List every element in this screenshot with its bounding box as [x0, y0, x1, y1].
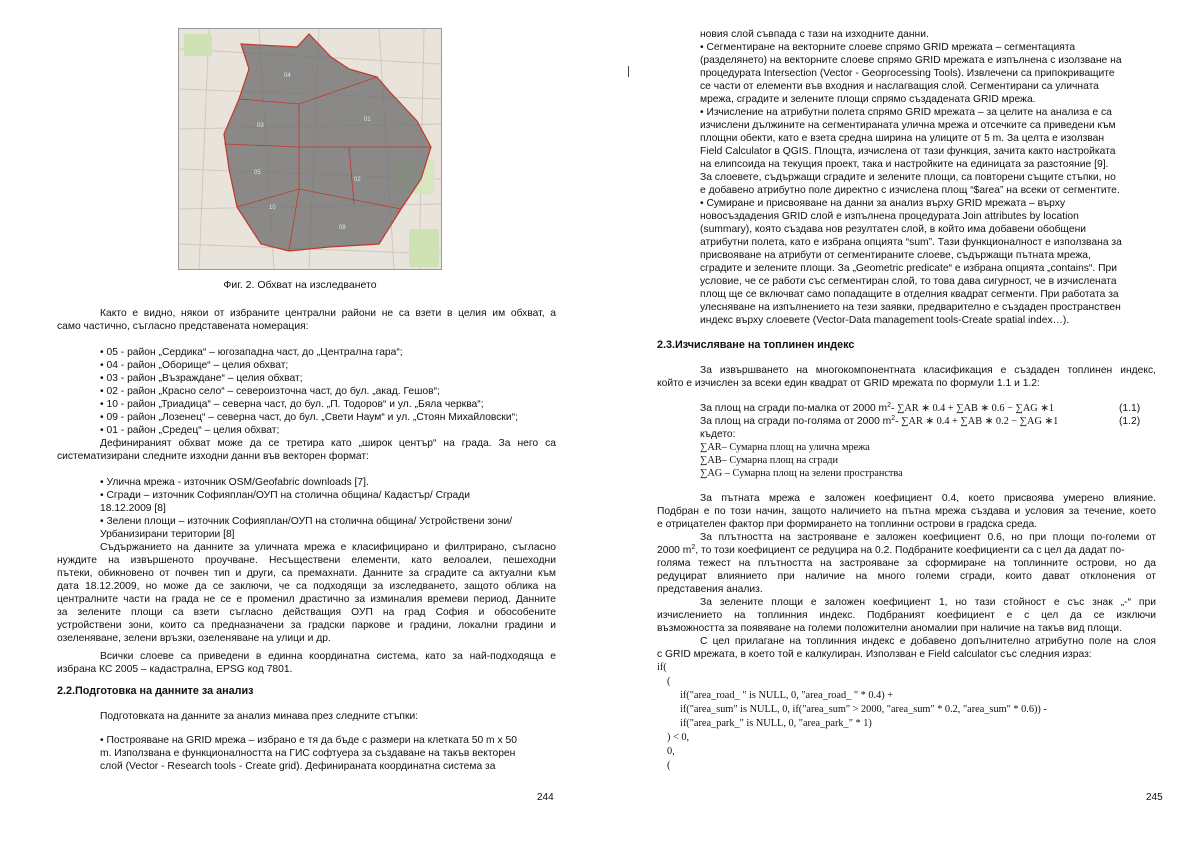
paragraph-line: с GRID мрежата, в което той е калкулиран. Използван е Field calculator със следния израз: — [657, 649, 1092, 660]
paragraph-line: възможността за появяване на големи положителни аномалии при наличие на такъв вид площи. — [657, 623, 1122, 634]
list-item: новосъздадения GRID слой е изпълнена процедурата Join attributes by location — [700, 211, 1079, 222]
list-item: • 05 - район „Сердика“ – югозападна част, до „Централна гара“; — [100, 347, 403, 358]
list-item: изчислени дължините на сегментираната улична мрежа и отсечките са приведени към — [700, 120, 1116, 131]
list-item: слой (Vector - Research tools - Create grid). Дефинираната координатна система за — [100, 761, 496, 772]
list-item: • Изчисление на атрибутни полета спрямо GRID мрежата – за целите на анализа е са — [700, 107, 1112, 118]
formula-number: (1.2) — [1119, 416, 1141, 427]
list-item: • 02 - район „Красно село“ – североизточна част, до бул. „акад. Гешов“; — [100, 386, 440, 397]
paragraph-line: Съдържанието на данните за уличната мрежа е класифицирано и филтрирано, съгласно — [100, 542, 556, 553]
list-item: (разделянето) на векторните слоеве спрямо GRID мрежата е изпълнена с изолзване на — [700, 55, 1122, 66]
paragraph-line: дата 18.12.2009, но може да се заключи, че са подходящи за изследването, защото облика на — [57, 581, 556, 592]
list-item: (summary), която създава нов резултатен слой, в който има добавени обобщени — [700, 224, 1087, 235]
superscript: 2 — [691, 544, 696, 551]
district-label: 04 — [284, 73, 291, 79]
formula-text: За площ на сгради по-голяма от 2000 m — [700, 416, 892, 427]
paragraph-line: устройствени зони, които са предназначени за градски паркове и градини, локални градини и — [57, 620, 556, 631]
legend-line: ∑AR– Сумарна площ на улична мрежа — [700, 442, 870, 453]
district-label: 03 — [257, 123, 264, 129]
formula-1-1 — [700, 402, 1141, 415]
list-item: Field Calculator в QGIS. Площта, изчислена от тази функция, зачита както настройката — [700, 146, 1116, 157]
paragraph-line: голяма тежест на плътността на застрояване за сформиране на топлинните острови, но да — [657, 558, 1156, 569]
list-item: индекс върху слоевете (Vector-Data management tools-Create spatial index…). — [700, 315, 1070, 326]
text-span: 2000 m — [657, 545, 692, 556]
formula-expression: - ∑AR ∗ 0.4 + ∑AB ∗ 0.2 − ∑AG ∗1 — [895, 416, 1059, 427]
district-label: 09 — [339, 225, 346, 231]
paragraph-line: изчислението на топлинния индекс. Подбраният коефициент е с цел да се изключи — [657, 610, 1156, 621]
district-label: 05 — [254, 170, 261, 176]
code-line: if( — [657, 662, 667, 673]
study-area-map — [178, 28, 442, 270]
paragraph-line: само частично, съгласно представената номерация: — [57, 321, 309, 332]
list-item: • 03 - район „Възраждане“ – целия обхват; — [100, 373, 303, 384]
section-heading: 2.3.Изчисляване на топлинен индекс — [657, 339, 855, 351]
list-item: процедурата Intersection (Vector - Geoprocessing Tools). Извлечени са припокриващите — [700, 68, 1115, 79]
list-item: Урбанизирани територии [8] — [100, 529, 235, 540]
where-label: където: — [700, 429, 736, 440]
paragraph-line: За плътността на застрояване е заложен коефициент 0.6, но при площи по-големи от — [700, 532, 1156, 543]
figure-caption: Фиг. 2. Обхват на изследването — [223, 279, 377, 291]
code-line: ( — [667, 676, 671, 687]
list-item: улесняване на изпълнението на тези заявки, предварително е създаден пространствен — [700, 302, 1121, 313]
code-line: if("area_sum" is NULL, 0, if("area_sum" > 2000, "area_sum" * 0.2, "area_sum" * 0.6)) - — [680, 704, 1047, 715]
superscript: 2 — [887, 402, 892, 409]
list-item: площ ще се включват само попадащите в отделния квадрат сегменти. При работата за — [700, 289, 1119, 300]
paragraph-line: Подготовката на данните за анализ минава през следните стъпки: — [100, 711, 419, 722]
list-item: 18.12.2009 [8] — [100, 503, 166, 514]
page-number: 244 — [537, 792, 554, 803]
list-item: е добавено атрибутно поле директно с изчислена площ “$area” на всеки от сегментите. — [700, 185, 1120, 196]
code-line: ) < 0, — [667, 732, 690, 743]
map-svg — [179, 29, 441, 269]
paragraph-line: За зелените площи е заложен коефициент 1, но тази стойност е със знак „-“ при — [700, 597, 1156, 608]
list-item: • 04 - район „Оборище“ – целия обхват; — [100, 360, 289, 371]
page-number: 245 — [1146, 792, 1163, 803]
list-item: • 09 - район „Лозенец“ – северна част, до бул. „Свети Наум“ и ул. „Стоян Михайловски“; — [100, 412, 518, 423]
list-item: се части от елементи във входния и наслагващия слой. Сегментирани са уличната — [700, 81, 1099, 92]
district-label: 02 — [354, 177, 361, 183]
list-item: • Сгради – източник Софияплан/ОУП на столична община/ Кадастър/ Сгради — [100, 490, 470, 501]
list-item: • 10 - район „Триадица“ – северна част, до бул. „П. Тодоров“ и ул. „Бяла черква“; — [100, 399, 484, 410]
list-item: • 01 - район „Средец“ – целия обхват; — [100, 425, 280, 436]
list-item: • Улична мрежа - източник OSM/Geofabric downloads [7]. — [100, 477, 369, 488]
legend-line: ∑AB– Сумарна площ на сгради — [700, 455, 839, 466]
list-item: атрибутни полета, като е избрана опцията “sum”. Тази функционалност е използвана за — [700, 237, 1122, 248]
paragraph-line: е отрицателен фактор при формирането на топлинни острови в градска среда. — [657, 519, 1038, 530]
list-item: • Сумиране и присвояване на данни за анализ върху GRID мрежата – върху — [700, 198, 1066, 209]
list-item: • Построяване на GRID мрежа – избрано е тя да бъде с размери на клетката 50 m x 50 — [100, 735, 517, 746]
paragraph-line — [657, 544, 1125, 557]
paragraph-line: централните части на града не се е променил драстично за изминалия времеви период. Данните — [57, 594, 556, 605]
superscript: 2 — [891, 415, 896, 422]
park-area — [409, 229, 439, 267]
list-item: условие, че се работи със сегментиран слой, то това дава сигурност, че в изчислената — [700, 276, 1117, 287]
paragraph-line: избрана КС 2005 – кадастрална, EPSG код 7801. — [57, 664, 293, 675]
section-heading: 2.2.Подготовка на данните за анализ — [57, 685, 254, 697]
paragraph-line: за зелените площи са взети съгласно действащия ОУП на град София и обособените — [57, 607, 556, 618]
district-label: 01 — [364, 117, 371, 123]
code-line: ( — [667, 760, 671, 771]
paragraph-line: пътеки, обикновено от почвен тип и други, са премахнати. Данните за сградите са актуални към — [57, 568, 556, 579]
right-page — [600, 0, 1200, 849]
list-item: • Сегментиране на векторните слоеве спрямо GRID мрежата – сегментацията — [700, 42, 1076, 53]
list-item: За слоевете, съдържащи сградите и зелените площи, са повторени същите стъпки, но — [700, 172, 1116, 183]
text-span: , то този коефициент се редуцира на 0.2. Подбраните коефициенти са с цел да дадат по- — [695, 545, 1125, 556]
park-area — [184, 34, 212, 56]
paragraph-line: Подбран е по този начин, защото наличието на пътна мрежа създава и условия за течение, което — [657, 506, 1156, 517]
list-item: площни обекти, като е взета средна ширина на улиците от 5 m. За целта е изолзван — [700, 133, 1105, 144]
paragraph-line: новия слой съвпада с тази на изходните данни. — [700, 29, 929, 40]
paragraph-line: систематизирани следните изходни данни във векторен формат: — [57, 451, 369, 462]
paragraph-line: С цел прилагане на топлинния индекс е добавено допълнително атрибутно поле на слоя — [700, 636, 1156, 647]
code-line: if("area_park_" is NULL, 0, "area_park_" * 1) — [680, 718, 872, 729]
list-item: m. Използвана е функционалността на ГИС софтуера за създаване на такъв векторен — [100, 748, 516, 759]
list-item: сградите и зелените площи. За „Geometric predicate“ е избрана опцията „contains“. При — [700, 263, 1117, 274]
paragraph-line: Дефинираният обхват може да се третира като „широк център“ на града. За него са — [100, 438, 556, 449]
paragraph-line: За пътната мрежа е заложен коефициент 0.4, което присвоява умерено влияние. — [700, 493, 1156, 504]
code-line: 0, — [667, 746, 675, 757]
formula-number: (1.1) — [1119, 403, 1141, 414]
paragraph-line: За извършването на многокомпонентната класификация е създаден топлинен индекс, — [700, 365, 1156, 376]
paragraph-line: който е изчислен за всеки един квадрат от GRID мрежата по формули 1.1 и 1.2: — [657, 378, 1040, 389]
paragraph-line: редуцират влиянието при наличие на много големи сгради, които дават отклонения от — [657, 571, 1156, 582]
list-item: присвояване на атрибути от сегментираните слоеве, съдържащи пътната мрежа, — [700, 250, 1091, 261]
paragraph-line: Както е видно, някои от избраните централни райони не са взети в целия им обхват, а — [100, 308, 556, 319]
list-item: • Зелени площи – източник Софияплан/ОУП на столична община/ Устройствени зони/ — [100, 516, 513, 527]
formula-text: За площ на сгради по-малка от 2000 m — [700, 403, 888, 414]
formula-expression: - ∑AR ∗ 0.4 + ∑AB ∗ 0.6 − ∑AG ∗1 — [891, 403, 1055, 414]
formula-1-2 — [700, 415, 1141, 428]
list-item: на елипсоида на текущия проект, така и настройките на единицата за разстояние [9]. — [700, 159, 1109, 170]
legend-line: ∑AG – Сумарна площ на зелени пространства — [700, 468, 903, 479]
paragraph-line: нуждите на извършеното проучване. Несъществени елементи, като велоалеи, пешеходни — [57, 555, 556, 566]
paragraph-line: Всички слоеве са приведени в единна координатна система, като за най-подходяща е — [100, 651, 556, 662]
paragraph-line: представения анализ. — [657, 584, 763, 595]
paragraph-line: озеленяване, зелени връзки, озеленяване на улици и др. — [57, 633, 331, 644]
district-label: 10 — [269, 205, 276, 211]
list-item: мрежа, сградите и зелените площи спрямо създадената GRID мрежа. — [700, 94, 1036, 105]
code-line: if("area_road_ " is NULL, 0, "area_road_ " * 0.4) + — [680, 690, 894, 701]
